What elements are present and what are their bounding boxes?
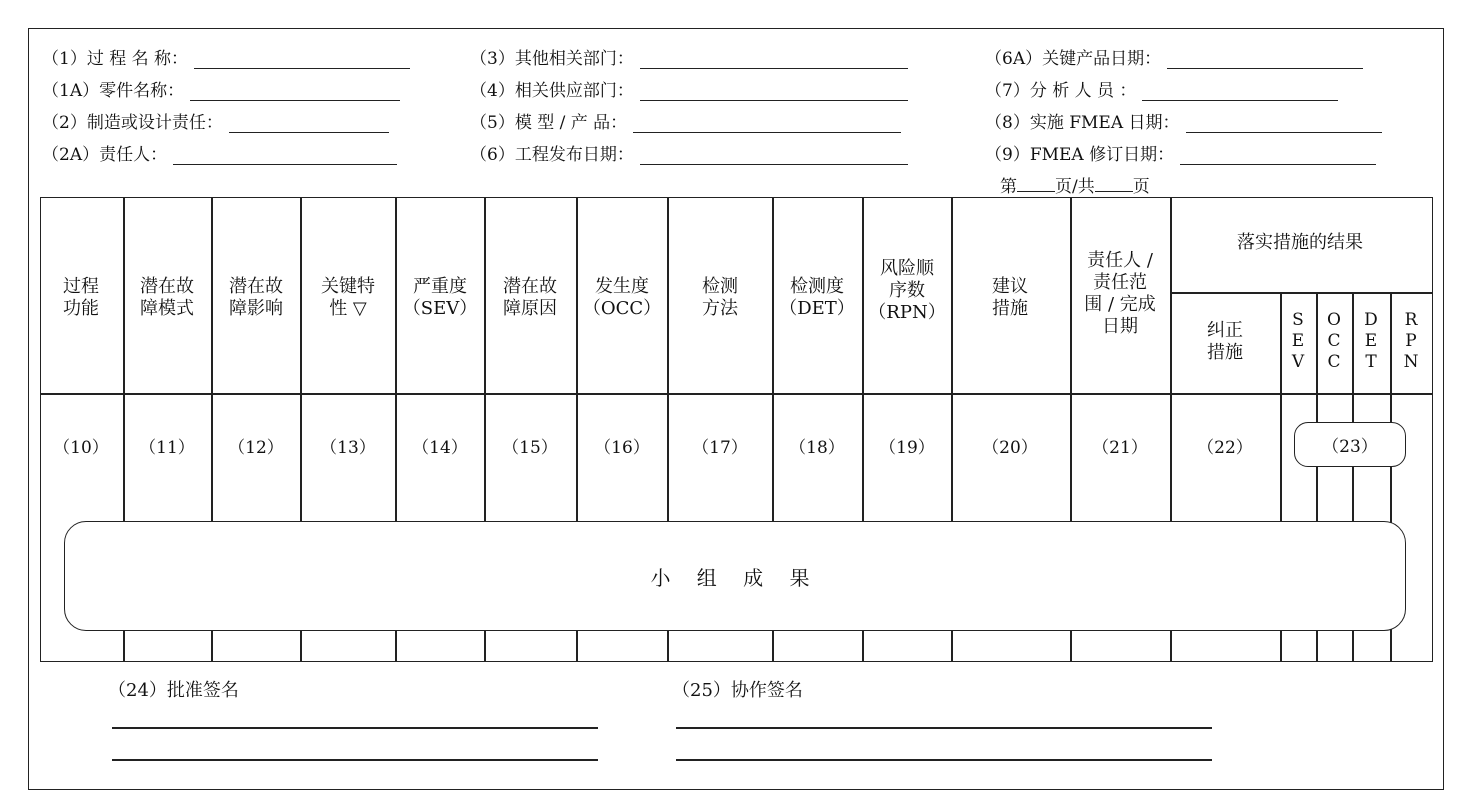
col-header-failure-effect: 潜在故 障影响 (229, 276, 283, 319)
col-number: （18） (789, 438, 845, 458)
col-number: （14） (412, 438, 468, 458)
field-line[interactable] (229, 116, 389, 133)
team-results-label: 小 组 成 果 (650, 565, 820, 590)
team-results-box[interactable] (64, 521, 1406, 631)
field-responsible-person[interactable] (42, 140, 397, 165)
col-number: （11） (139, 438, 195, 458)
field-release-date[interactable] (470, 140, 908, 165)
col-number: （22） (1197, 438, 1253, 458)
results-header-det: D E T (1364, 310, 1378, 372)
page-total-blank[interactable] (1095, 177, 1133, 192)
col-header-occurrence: 发生度 （OCC） (582, 276, 662, 319)
col-header-failure-cause: 潜在故 障原因 (503, 276, 557, 319)
col-number: （15） (502, 438, 558, 458)
cooperate-signature-line-2[interactable] (676, 759, 1212, 761)
row-divider (40, 393, 1433, 395)
field-label: （1）过 程 名 称： (42, 49, 189, 69)
col-number: （19） (879, 438, 935, 458)
col-number: （12） (228, 438, 284, 458)
field-line[interactable] (173, 148, 397, 165)
col-header-process-function: 过程 功能 (63, 276, 99, 319)
field-part-name[interactable] (42, 76, 400, 101)
field-line[interactable] (190, 84, 400, 101)
field-line[interactable] (1180, 148, 1376, 165)
results-number-pill (1294, 422, 1406, 467)
field-label: （9）FMEA 修订日期： (985, 145, 1175, 165)
field-supplier-departments[interactable] (470, 76, 908, 101)
field-label: （1A）零件名称： (42, 81, 185, 101)
col-header-rpn: 风险顺 序数 （RPN） (868, 258, 946, 323)
field-line[interactable] (1186, 116, 1382, 133)
page-prefix: 第 (1000, 177, 1017, 197)
field-line[interactable] (633, 116, 901, 133)
field-label: （6）工程发布日期： (470, 145, 634, 165)
col-number: （20） (982, 438, 1038, 458)
field-line[interactable] (640, 84, 908, 101)
col-number: （13） (320, 438, 376, 458)
field-label: （4）相关供应部门： (470, 81, 634, 101)
col-header-severity: 严重度 （SEV） (402, 276, 478, 319)
field-line[interactable] (1142, 84, 1338, 101)
field-label: （2）制造或设计责任： (42, 113, 223, 133)
field-fmea-revision-date[interactable] (985, 140, 1376, 165)
col-header-recommended-action: 建议 措施 (992, 276, 1028, 319)
field-responsibility[interactable] (42, 108, 389, 133)
approve-signature-line-1[interactable] (112, 727, 598, 729)
page-middle: 页/共 (1055, 177, 1095, 197)
col-header-failure-mode: 潜在故 障模式 (140, 276, 194, 319)
row-divider (1170, 292, 1433, 294)
field-other-departments[interactable] (470, 44, 908, 69)
results-number: （23） (1322, 437, 1378, 457)
field-label: （3）其他相关部门： (470, 49, 634, 69)
field-analysts[interactable] (985, 76, 1338, 101)
field-line[interactable] (640, 52, 908, 69)
results-header-sev: S E V (1291, 310, 1305, 372)
field-label: （6A）关键产品日期： (985, 49, 1162, 69)
field-line[interactable] (1167, 52, 1363, 69)
col-number: （16） (594, 438, 650, 458)
col-number: （21） (1092, 438, 1148, 458)
cooperate-signature-label: （25）协作签名 (672, 680, 803, 701)
field-key-product-date[interactable] (985, 44, 1363, 69)
cooperate-signature-line-1[interactable] (676, 727, 1212, 729)
results-header-occ: O C C (1327, 310, 1341, 372)
field-fmea-date[interactable] (985, 108, 1382, 133)
field-label: （8）实施 FMEA 日期： (985, 113, 1180, 133)
results-header-rpn: R P N (1403, 310, 1419, 372)
field-process-name[interactable] (42, 44, 410, 69)
col-header-detection: 检测度 （DET） (779, 276, 855, 319)
field-line[interactable] (640, 148, 908, 165)
col-header-key-characteristic: 关键特 性 ▽ (321, 276, 375, 319)
page-number (1000, 172, 1150, 197)
col-number: （10） (53, 438, 109, 458)
results-group-header: 落实措施的结果 (1237, 232, 1363, 253)
col-header-detection-method: 检测 方法 (702, 276, 738, 319)
page-current-blank[interactable] (1017, 177, 1055, 192)
field-label: （2A）责任人： (42, 145, 168, 165)
page-suffix: 页 (1132, 177, 1150, 197)
col-header-responsibility-date: 责任人 / 责任范 围 / 完成 日期 (1084, 250, 1156, 337)
results-header-corrective-action: 纠正 措施 (1207, 320, 1243, 363)
approve-signature-label: （24）批准签名 (108, 680, 239, 701)
approve-signature-line-2[interactable] (112, 759, 598, 761)
field-label: （5）模 型 / 产 品： (470, 113, 628, 133)
field-label: （7）分 析 人 员 ： (985, 81, 1137, 101)
col-number: （17） (692, 438, 748, 458)
field-model-product[interactable] (470, 108, 901, 133)
field-line[interactable] (194, 52, 410, 69)
